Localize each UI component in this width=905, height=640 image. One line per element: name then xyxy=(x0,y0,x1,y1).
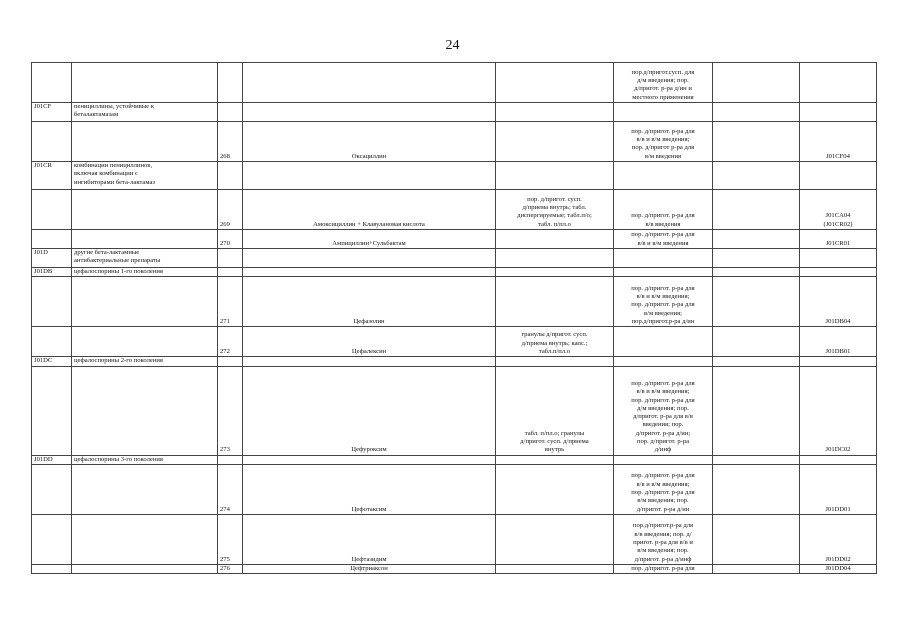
atc-code xyxy=(800,162,877,190)
drug-name: Ампициллин+Сульбактам xyxy=(243,230,496,249)
oral-forms xyxy=(496,103,614,122)
drug-name: Амоксициллин + Клавулановая кислота xyxy=(243,190,496,230)
row-number: 268 xyxy=(218,122,243,162)
drug-name xyxy=(243,249,496,268)
row-number xyxy=(218,357,243,366)
row-number xyxy=(218,162,243,190)
extra-cell xyxy=(713,327,800,357)
atc-code xyxy=(800,249,877,268)
row-number xyxy=(218,268,243,277)
oral-forms xyxy=(496,464,614,514)
atc-group-code: J01CF xyxy=(32,103,72,122)
row-number xyxy=(218,249,243,268)
atc-code xyxy=(800,63,877,103)
drug-name: Оксациллин xyxy=(243,122,496,162)
table-row xyxy=(32,122,877,162)
oral-forms xyxy=(496,564,614,573)
atc-code: J01CR01 xyxy=(800,230,877,249)
oral-forms: табл. п/пл.о; гранулы д/пригот. сусп. д/приема внутрь xyxy=(496,366,614,455)
atc-group-code: J01DC xyxy=(32,357,72,366)
table-row xyxy=(32,455,877,464)
drug-name xyxy=(243,357,496,366)
atc-code xyxy=(800,357,877,366)
injection-forms xyxy=(614,162,713,190)
group-description: другие бета-лактамные антибактериальные препараты xyxy=(72,249,218,268)
table-row xyxy=(32,103,877,122)
drug-name: Цефтриаксон xyxy=(243,564,496,573)
injection-forms: пор. д/пригот. р-ра для в/в и в/м введения; пор. д/пригот. р-ра для д/м введения; пор. д/пригот. р-ра для в/в введения; пор. д/пригот. р-ра д/ин; пор. д/пригот. р-ра д/инф xyxy=(614,366,713,455)
group-description xyxy=(72,564,218,573)
atc-code: J01DD02 xyxy=(800,514,877,564)
drug-name xyxy=(243,455,496,464)
atc-group-code: J01DB xyxy=(32,268,72,277)
oral-forms xyxy=(496,277,614,327)
group-description xyxy=(72,63,218,103)
drug-name: Цефазолин xyxy=(243,277,496,327)
atc-group-code xyxy=(32,327,72,357)
row-number: 272 xyxy=(218,327,243,357)
atc-group-code xyxy=(32,190,72,230)
table-row xyxy=(32,464,877,514)
oral-forms xyxy=(496,249,614,268)
atc-code: J01DB01 xyxy=(800,327,877,357)
drug-name: Цефотаксим xyxy=(243,464,496,514)
group-description: пенициллины, устойчивые к беталактамазам xyxy=(72,103,218,122)
injection-forms: пор. д/пригот. р-ра для в/в и в/м введения; пор. д/пригот. р-ра для в/м введения; пор.д/пригот.р-ра д/ин xyxy=(614,277,713,327)
drug-name xyxy=(243,103,496,122)
oral-forms xyxy=(496,230,614,249)
oral-forms xyxy=(496,122,614,162)
injection-forms: пор. д/пригот. р-ра для xyxy=(614,564,713,573)
group-description: комбинации пенициллинов, включая комбинации с ингибиторами бета-лактамаз xyxy=(72,162,218,190)
extra-cell xyxy=(713,103,800,122)
table-row xyxy=(32,63,877,103)
row-number: 271 xyxy=(218,277,243,327)
extra-cell xyxy=(713,249,800,268)
table-row xyxy=(32,162,877,190)
atc-code: J01DB04 xyxy=(800,277,877,327)
table-row xyxy=(32,357,877,366)
table-row xyxy=(32,230,877,249)
injection-forms xyxy=(614,249,713,268)
group-description: цефалоспорины 3-го поколения xyxy=(72,455,218,464)
table-row xyxy=(32,564,877,573)
group-description xyxy=(72,514,218,564)
extra-cell xyxy=(713,357,800,366)
drug-name: Цефалексин xyxy=(243,327,496,357)
injection-forms xyxy=(614,268,713,277)
atc-group-code xyxy=(32,464,72,514)
oral-forms: пор. д/пригот. сусп. д/приема внутрь; табл. диспергируемые; табл.п/о; табл. п/пл.о xyxy=(496,190,614,230)
group-description xyxy=(72,230,218,249)
atc-group-code xyxy=(32,366,72,455)
injection-forms xyxy=(614,357,713,366)
extra-cell xyxy=(713,464,800,514)
row-number xyxy=(218,455,243,464)
atc-group-code xyxy=(32,564,72,573)
table-row xyxy=(32,277,877,327)
injection-forms: пор.д/пригот.сусп. для д/м введения; пор. д/пригот. р-ра д/ин и местного применения xyxy=(614,63,713,103)
oral-forms xyxy=(496,268,614,277)
extra-cell xyxy=(713,162,800,190)
atc-code xyxy=(800,455,877,464)
drug-name: Цефуроксим xyxy=(243,366,496,455)
drug-name xyxy=(243,162,496,190)
group-description xyxy=(72,366,218,455)
group-description xyxy=(72,122,218,162)
extra-cell xyxy=(713,268,800,277)
atc-code: J01CA04 (J01CR02) xyxy=(800,190,877,230)
injection-forms xyxy=(614,455,713,464)
group-description xyxy=(72,327,218,357)
group-description xyxy=(72,277,218,327)
oral-forms xyxy=(496,357,614,366)
table-row xyxy=(32,366,877,455)
row-number: 275 xyxy=(218,514,243,564)
table-row xyxy=(32,327,877,357)
atc-code: J01DD04 xyxy=(800,564,877,573)
table-body xyxy=(32,63,877,574)
atc-code xyxy=(800,103,877,122)
extra-cell xyxy=(713,514,800,564)
injection-forms: пор. д/пригот. р-ра для в/в введения xyxy=(614,190,713,230)
injection-forms: пор.д/пригот.р-ра для в/в введения; пор. д/ пригот. р-ра для в/в и в/м введения; пор. д/пригот. р-ра д/инф xyxy=(614,514,713,564)
injection-forms xyxy=(614,327,713,357)
extra-cell xyxy=(713,455,800,464)
table-row xyxy=(32,249,877,268)
row-number: 274 xyxy=(218,464,243,514)
row-number: 276 xyxy=(218,564,243,573)
table-row xyxy=(32,190,877,230)
group-description xyxy=(72,464,218,514)
atc-group-code: J01DD xyxy=(32,455,72,464)
table-row xyxy=(32,268,877,277)
atc-group-code: J01D xyxy=(32,249,72,268)
group-description: цефалоспорины 2-го поколения xyxy=(72,357,218,366)
extra-cell xyxy=(713,564,800,573)
drug-name xyxy=(243,268,496,277)
row-number: 273 xyxy=(218,366,243,455)
extra-cell xyxy=(713,277,800,327)
group-description: цефалоспорины 1-го поколения xyxy=(72,268,218,277)
atc-code: J01DD01 xyxy=(800,464,877,514)
atc-code xyxy=(800,268,877,277)
oral-forms xyxy=(496,514,614,564)
injection-forms xyxy=(614,103,713,122)
row-number xyxy=(218,103,243,122)
extra-cell xyxy=(713,190,800,230)
extra-cell xyxy=(713,63,800,103)
drug-name xyxy=(243,63,496,103)
atc-code: J01CF04 xyxy=(800,122,877,162)
atc-group-code: J01CR xyxy=(32,162,72,190)
extra-cell xyxy=(713,230,800,249)
drug-name: Цефтазидим xyxy=(243,514,496,564)
row-number: 270 xyxy=(218,230,243,249)
oral-forms xyxy=(496,455,614,464)
atc-group-code xyxy=(32,514,72,564)
atc-group-code xyxy=(32,63,72,103)
atc-group-code xyxy=(32,230,72,249)
drug-table xyxy=(31,62,877,574)
extra-cell xyxy=(713,366,800,455)
oral-forms xyxy=(496,162,614,190)
injection-forms: пор. д/пригот. р-ра для в/в и в/м введения xyxy=(614,230,713,249)
page-number: 24 xyxy=(445,38,460,53)
atc-code: J01DC02 xyxy=(800,366,877,455)
atc-group-code xyxy=(32,122,72,162)
oral-forms xyxy=(496,63,614,103)
table-row xyxy=(32,514,877,564)
row-number: 269 xyxy=(218,190,243,230)
extra-cell xyxy=(713,122,800,162)
injection-forms: пор. д/пригот. р-ра для в/в и в/м введения; пор. д/пригот. р-ра для в/м введения; пор. д/пригот. р-ра д/ин xyxy=(614,464,713,514)
row-number xyxy=(218,63,243,103)
injection-forms: пор. д/пригот. р-ра для в/в и в/м введения; пор. д/пригот р-ра для в/м введения xyxy=(614,122,713,162)
group-description xyxy=(72,190,218,230)
oral-forms: гранулы д/пригот. сусп. д/приема внутрь; капс.; табл.п/пл.о xyxy=(496,327,614,357)
atc-group-code xyxy=(32,277,72,327)
